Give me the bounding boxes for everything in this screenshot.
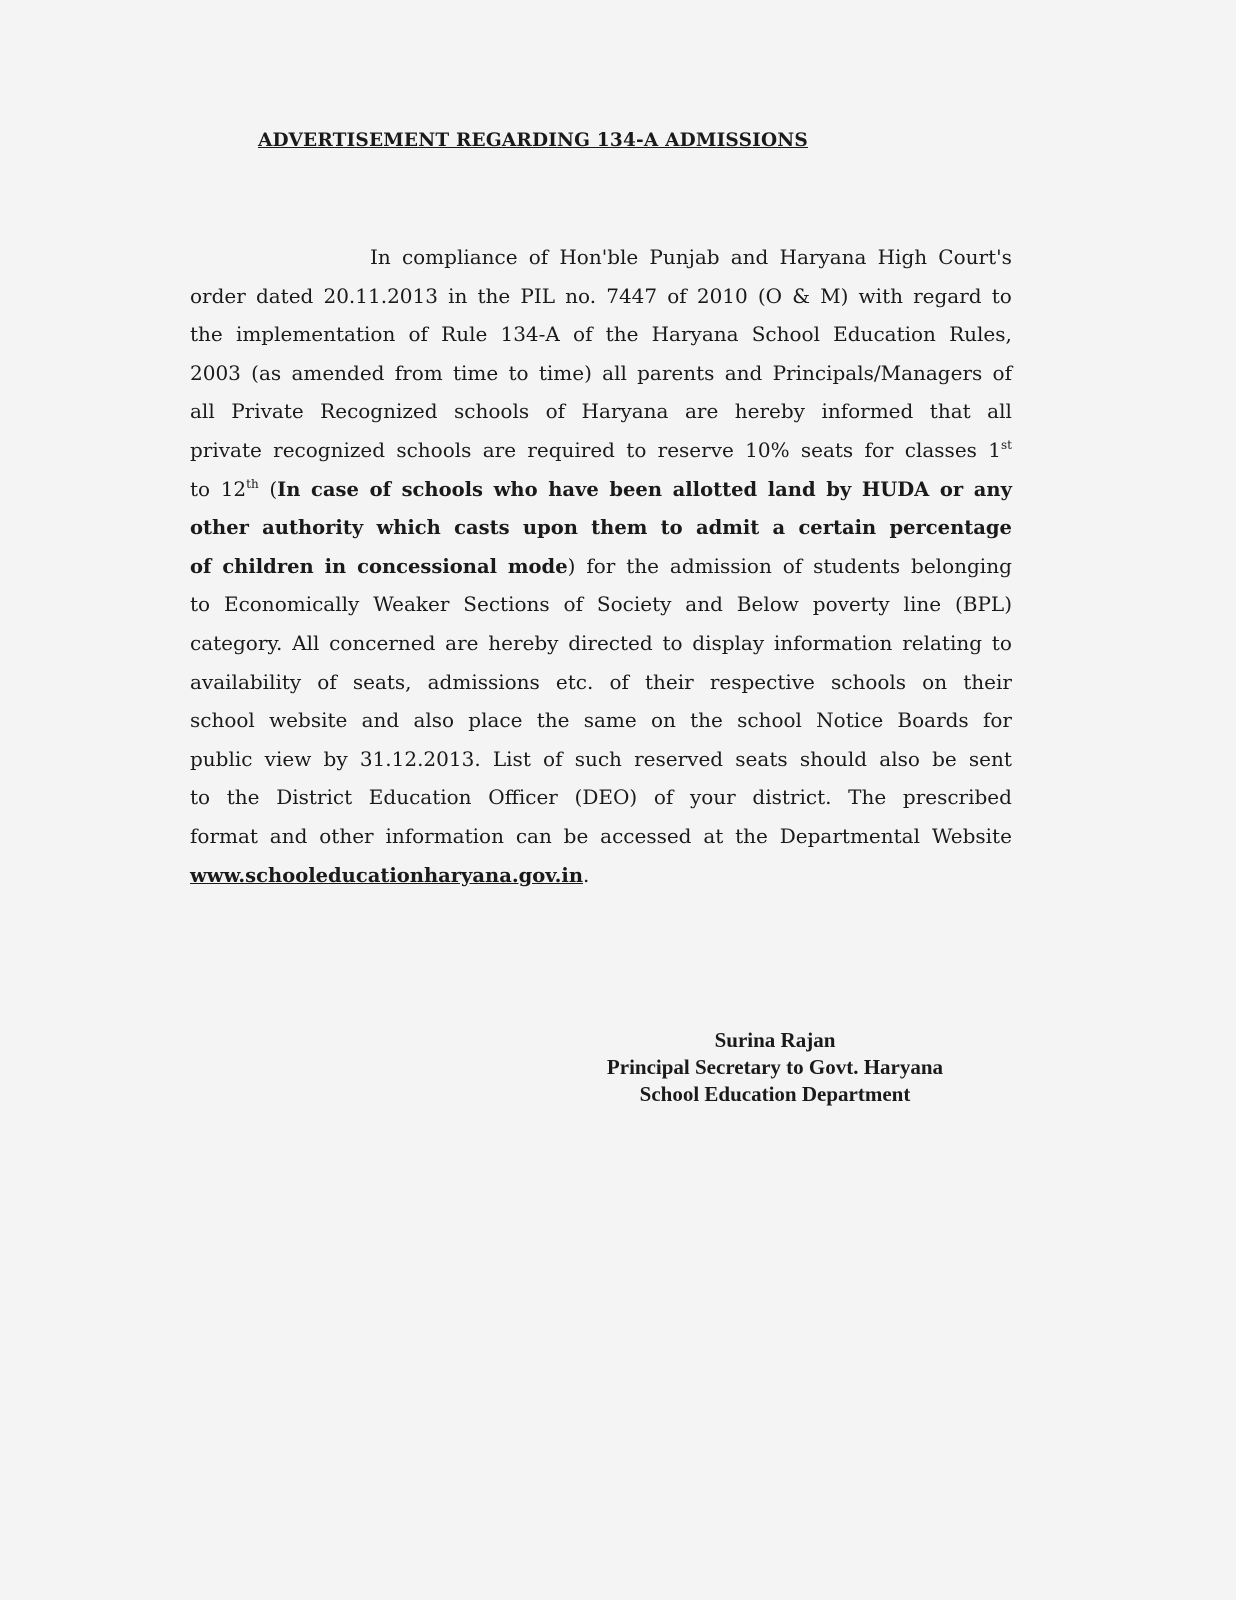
word: Officer — [488, 785, 558, 810]
word: private — [190, 437, 262, 462]
word: ( — [269, 476, 278, 501]
word: of — [609, 669, 629, 694]
word: Education — [833, 322, 936, 347]
word: case — [311, 477, 359, 501]
body-line — [190, 281, 1012, 320]
word: the — [735, 823, 768, 848]
signatory-name: Surina Rajan — [714, 1028, 836, 1052]
body-line — [190, 628, 1012, 667]
body-line — [190, 744, 1012, 783]
word: seats — [800, 437, 854, 462]
word: (O — [757, 283, 783, 308]
word: their — [645, 669, 694, 694]
word: to — [190, 476, 211, 501]
body-line — [190, 551, 1012, 590]
word: been — [609, 477, 663, 501]
word: schools — [454, 399, 530, 424]
word: sent — [968, 746, 1012, 771]
word: to — [626, 437, 647, 462]
word: also — [879, 746, 920, 771]
superscript: st — [1000, 437, 1012, 452]
word: Recognized — [320, 399, 438, 424]
word: 20.11.2013 — [323, 283, 438, 308]
body-line — [190, 512, 1012, 551]
word: to — [190, 785, 211, 810]
word: website — [269, 708, 348, 733]
word: your — [689, 785, 736, 810]
word: Haryana — [581, 399, 669, 424]
word: (as — [251, 360, 282, 385]
word: dated — [255, 283, 314, 308]
word: to — [190, 592, 211, 617]
body-line — [190, 589, 1012, 628]
word: other — [190, 516, 249, 540]
word: can — [515, 823, 552, 848]
word: public — [190, 746, 253, 771]
word: Society — [596, 592, 672, 617]
word: for — [982, 708, 1012, 733]
word: Weaker — [373, 592, 450, 617]
word: Principals/Managers — [772, 360, 983, 385]
word: district. — [752, 785, 832, 810]
word: List — [492, 746, 531, 771]
word: order — [190, 283, 246, 308]
word: children — [222, 554, 314, 578]
word: of — [667, 283, 687, 308]
body-line — [190, 667, 1012, 706]
word: hereby — [488, 630, 559, 655]
word: who — [493, 477, 538, 501]
word: seats — [735, 746, 788, 771]
word: by — [826, 477, 852, 501]
word: be — [563, 823, 589, 848]
word: view — [264, 746, 312, 771]
word: Haryana — [651, 322, 739, 347]
word: from — [394, 360, 443, 385]
word: compliance — [401, 245, 518, 269]
word: students — [813, 553, 901, 578]
document-title: ADVERTISEMENT REGARDING 134-A ADMISSIONS — [258, 130, 808, 151]
word: all — [602, 360, 627, 385]
word: M) — [820, 283, 849, 308]
word: in — [448, 283, 468, 308]
word: The — [848, 785, 887, 810]
word: District — [276, 785, 353, 810]
word: 2003 — [190, 360, 241, 385]
word: In — [370, 245, 391, 269]
word: of — [563, 592, 583, 617]
word: for — [864, 437, 894, 462]
word: the — [605, 322, 639, 347]
word: Economically — [223, 592, 360, 617]
word: seats, — [352, 669, 412, 694]
word: the — [190, 322, 223, 347]
word: (BPL) — [954, 592, 1012, 617]
signature-block — [560, 1027, 990, 1108]
word: by — [323, 746, 348, 771]
word: In — [277, 477, 301, 501]
word: schools — [396, 437, 472, 462]
word: a — [772, 516, 786, 540]
word: are — [684, 399, 719, 424]
word: on — [650, 708, 676, 733]
word: are — [482, 437, 517, 462]
website-link[interactable]: www.schooleducationharyana.gov.in — [190, 863, 583, 887]
word: reserved — [634, 746, 724, 771]
word: Court's — [938, 245, 1012, 269]
word: (DEO) — [574, 785, 638, 810]
word: them — [591, 516, 648, 540]
word: of — [408, 322, 428, 347]
word: school — [190, 708, 255, 733]
word: relating — [902, 630, 983, 655]
word: allotted — [672, 477, 758, 501]
word: and — [361, 708, 400, 733]
word: the — [536, 708, 570, 733]
word: their — [963, 669, 1012, 694]
word: schools — [830, 669, 907, 694]
word: certain — [798, 516, 877, 540]
word: any — [973, 477, 1012, 501]
word: Departmental — [779, 823, 920, 848]
word: of — [543, 746, 563, 771]
word: of — [369, 477, 391, 501]
body-line — [190, 435, 1012, 474]
word: schools — [401, 477, 484, 501]
word: availability — [190, 669, 302, 694]
word: all — [987, 399, 1012, 424]
word: 1 — [988, 437, 1001, 462]
word: format — [190, 823, 258, 848]
word: PIL — [520, 283, 556, 308]
word: Website — [931, 823, 1012, 848]
word: information — [385, 823, 504, 848]
word: informed — [821, 399, 914, 424]
word: 7447 — [606, 283, 658, 308]
word: to — [662, 630, 683, 655]
word: of — [190, 554, 212, 578]
word: Punjab — [649, 245, 720, 269]
word: prescribed — [902, 785, 1012, 810]
word: the — [477, 283, 511, 308]
body-line — [190, 319, 1012, 358]
word: 2010 — [696, 283, 748, 308]
word: . — [583, 862, 590, 887]
word: of — [545, 399, 566, 424]
word: Boards — [897, 708, 969, 733]
word: admissions — [427, 669, 540, 694]
body-line — [190, 358, 1012, 397]
superscript: th — [246, 476, 259, 491]
word: land — [767, 477, 816, 501]
word: Rules, — [949, 322, 1012, 347]
word: hereby — [734, 399, 805, 424]
word: Notice — [816, 708, 884, 733]
word: same — [583, 708, 637, 733]
word: such — [574, 746, 622, 771]
word: authority — [262, 516, 364, 540]
word: HUDA — [861, 477, 930, 501]
word: line — [903, 592, 942, 617]
body-line — [190, 782, 1012, 821]
word: Haryana — [779, 245, 867, 269]
word: time — [452, 360, 499, 385]
word: upon — [522, 516, 578, 540]
word: poverty — [812, 592, 890, 617]
word: Education — [368, 785, 472, 810]
word: in — [324, 554, 347, 578]
word: be — [932, 746, 957, 771]
word: to — [991, 630, 1012, 655]
word: Rule — [441, 322, 488, 347]
word: 12 — [220, 476, 247, 501]
body-line — [190, 396, 1012, 435]
word: of — [992, 360, 1012, 385]
word: which — [376, 516, 441, 540]
word: have — [548, 477, 599, 501]
word: or — [939, 477, 964, 501]
word: time) — [538, 360, 592, 385]
word: to — [508, 360, 529, 385]
word: school — [737, 708, 802, 733]
word: category. — [190, 630, 283, 655]
word: Below — [736, 592, 799, 617]
word: all — [190, 399, 215, 424]
word: directed — [568, 630, 653, 655]
word: the — [226, 785, 260, 810]
word: admission — [669, 553, 772, 578]
word: concessional — [357, 554, 498, 578]
word: All — [292, 630, 320, 655]
word: mode — [507, 554, 568, 578]
word: and — [685, 592, 723, 617]
body-paragraph — [190, 242, 1012, 898]
word: regard — [913, 283, 982, 308]
word: for — [586, 553, 616, 578]
word: accessed — [600, 823, 692, 848]
word: that — [929, 399, 971, 424]
word: and — [269, 823, 308, 848]
word: other — [319, 823, 374, 848]
word: of — [528, 245, 549, 269]
word: recognized — [273, 437, 386, 462]
word: amended — [291, 360, 385, 385]
word: respective — [709, 669, 815, 694]
word: and — [730, 245, 769, 269]
word: parents — [637, 360, 715, 385]
word: Hon'ble — [559, 245, 639, 269]
word: 134-A — [500, 322, 560, 347]
body-line — [190, 821, 1012, 860]
word: 10% — [745, 437, 790, 462]
body-line — [190, 242, 1012, 281]
word: of — [317, 669, 337, 694]
word: concerned — [329, 630, 436, 655]
word: ) — [567, 553, 576, 578]
signatory-designation: Principal Secretary to Govt. Haryana — [606, 1055, 944, 1079]
word: admit — [695, 516, 760, 540]
word: Private — [231, 399, 304, 424]
word: of — [573, 322, 593, 347]
word: display — [692, 630, 765, 655]
word: etc. — [555, 669, 594, 694]
word: also — [413, 708, 455, 733]
word: 31.12.2013. — [359, 746, 481, 771]
word: belonging — [911, 553, 1012, 578]
word: implementation — [235, 322, 396, 347]
word: and — [724, 360, 763, 385]
word: place — [468, 708, 523, 733]
word: with — [858, 283, 903, 308]
word: information — [773, 630, 893, 655]
signatory-department: School Education Department — [639, 1082, 911, 1106]
word: at — [703, 823, 724, 848]
word: High — [877, 245, 928, 269]
word: required — [527, 437, 615, 462]
word: no. — [565, 283, 597, 308]
word: on — [922, 669, 948, 694]
word: & — [792, 283, 811, 308]
word: of — [653, 785, 674, 810]
body-line — [190, 474, 1012, 513]
body-line — [190, 705, 1012, 744]
body-line — [190, 860, 1012, 899]
word: to — [991, 283, 1012, 308]
word: the — [690, 708, 723, 733]
word: of — [782, 553, 803, 578]
word: are — [445, 630, 479, 655]
word: to — [660, 516, 683, 540]
word: School — [751, 322, 820, 347]
word: reserve — [657, 437, 734, 462]
word: the — [626, 553, 660, 578]
word: casts — [454, 516, 510, 540]
word: should — [799, 746, 868, 771]
word: Sections — [463, 592, 550, 617]
word: percentage — [889, 516, 1012, 540]
word: classes — [904, 437, 977, 462]
